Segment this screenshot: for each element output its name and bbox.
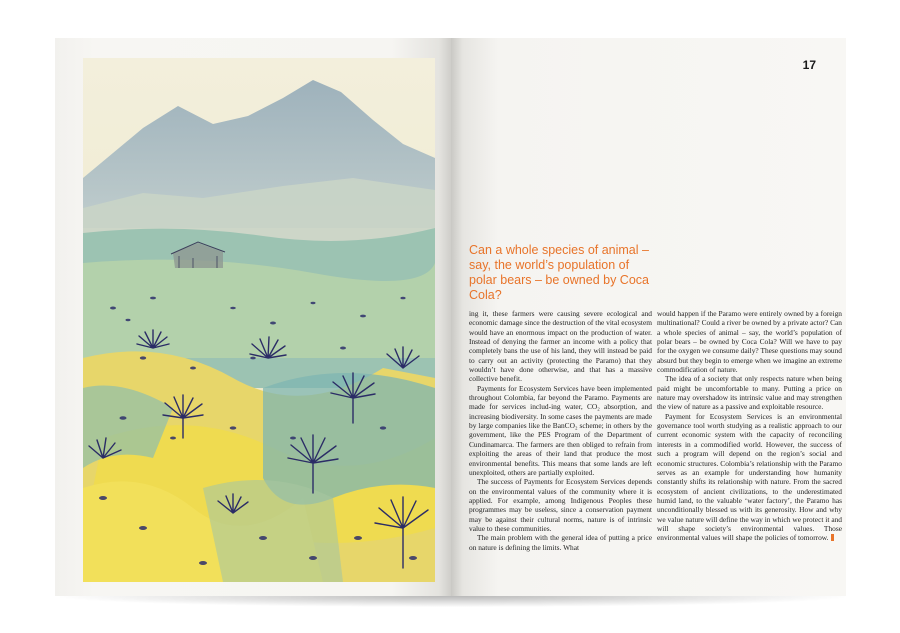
paragraph: The main problem with the general idea of putting a price on nature is defining the limits. What	[469, 533, 652, 552]
right-page	[451, 38, 846, 596]
paragraph: ing it, these farmers were causing severe ecological and economic damage since the destruction of the vital ecosystem would have an enormous impact on the production of water. Instead of denying the farmer an income with a policy that completely bans the use of his land, they will instead be paid to carry out an activity (protecting the Paramo) that they wouldn’t have done otherwise, and that has a massive collective benefit.	[469, 309, 652, 384]
paragraph-final	[657, 412, 842, 543]
left-page	[55, 38, 451, 596]
text-column-right	[657, 309, 842, 543]
text-column-left	[469, 309, 652, 552]
paramo-watercolor-illustration	[83, 58, 435, 582]
paragraph: would happen if the Paramo were entirely owned by a foreign multinational? Could a river be owned by a private actor? Can a whole species of animal – say, the world’s population of polar bears – be owned by Coca Cola? Will we have to pay for the oxygen we consume daily? These questions may sound absurd but they begin to emerge when we imagine an extreme commodification of nature.	[657, 309, 842, 375]
page-number: 17	[802, 58, 816, 72]
paragraph-text: Payment for Ecosystem Services is an environmental governance tool worth studying as a realistic approach to our current economic system with the capacity of reconciling interests in a commodified world. However, the success of such a program will depend on the region’s social and economic structures. Colombia’s relationship with the Paramo serves as an example for understanding how humanity constantly shifts its relationship with nature. From the sacred ecosystem of ancient civilizations, to the underestimated humid land, to the valuable ‘water factory’, the Paramo has unconditionally blessed us with its generosity. How and why we value nature will define the way in which we protect it and will shape society’s environmental values. Those environmental values will shape the policies of tomorrow.	[657, 411, 842, 543]
pull-quote: Can a whole species of animal – say, the world’s population of polar bears – be owned by Coca Cola?	[469, 243, 649, 302]
paragraph: Payments for Ecosystem Services have been implemented throughout Colombia, far beyond the Paramo. Payments are made for services includ-ing water, CO₂ absorption, and increasing biodiversity. In some cases the payments are made by large companies like the BanCO₂ scheme; in others by the government, like the PES Program of the Department of Cundinamarca. The farmers are then obliged to refrain from exploiting the areas of their land that produce the most environmental benefits. This means that some lands are left unexploited, others are partially exploited.	[469, 383, 652, 477]
paragraph: The idea of a society that only respects nature when being paid might be uncomfortable to many. Putting a price on nature may overshadow its intrinsic value and may strengthen the view of nature as a passive and exploitable resource.	[657, 374, 842, 412]
paragraph: The success of Payments for Ecosystem Services depends on the environmental values of the community where it is applied. For example, among Indigenous Peoples these programmes may be useless, since a conservation payment may be against their cultural norms, nature is of intrinsic value to these communities.	[469, 477, 652, 533]
end-mark-icon	[831, 534, 834, 541]
